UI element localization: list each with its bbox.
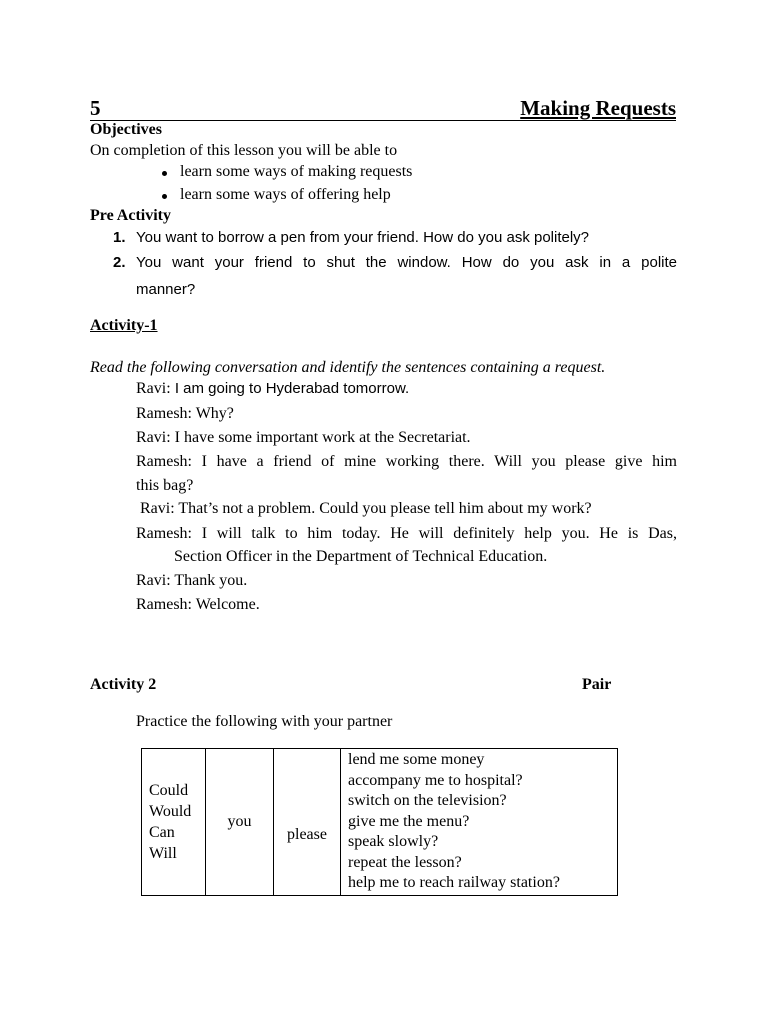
modal-word: Will: [149, 845, 177, 862]
dialogue-line: Section Officer in the Department of Technical Education.: [174, 548, 548, 565]
objective-item: learn some ways of making requests: [180, 163, 413, 180]
dialogue-line: Ramesh: I will talk to him today. He will definitely help you. He is Das,: [136, 525, 677, 542]
lesson-header: [90, 96, 676, 121]
dialogue-line: Ramesh: I have a friend of mine working there. Will you please give him: [136, 453, 677, 470]
pronoun-word: you: [227, 813, 252, 830]
pre-activity-item-continued: manner?: [136, 281, 196, 298]
activity1-heading: Activity-1: [90, 317, 158, 334]
activity2-mode: Pair: [582, 676, 612, 693]
dialogue-line: Ramesh: Welcome.: [136, 596, 260, 613]
objectives-intro: On completion of this lesson you will be able to: [90, 142, 398, 159]
bullet-icon: [162, 171, 167, 176]
pre-activity-number: 2.: [113, 254, 126, 271]
bullet-icon: [162, 194, 167, 199]
dialogue-line: this bag?: [136, 477, 194, 494]
request-phrase: switch on the television?: [348, 792, 507, 810]
dialogue-line: Ramesh: Why?: [136, 405, 234, 422]
pre-activity-item: You want to borrow a pen from your friend. How do you ask politely?: [136, 229, 590, 246]
modal-word: Would: [149, 803, 192, 820]
speaker-label: Ravi:: [136, 380, 171, 397]
request-phrase: give me the menu?: [348, 812, 470, 830]
request-phrase: lend me some money: [348, 750, 485, 768]
dialogue-line: Ravi: I have some important work at the Secretariat.: [136, 429, 471, 446]
request-phrase: repeat the lesson?: [348, 853, 462, 871]
modal-word: Could: [149, 782, 189, 799]
request-phrase: speak slowly?: [348, 833, 439, 851]
please-cell: [274, 749, 341, 896]
please-word: please: [287, 826, 327, 843]
dialogue-text: I am going to Hyderabad tomorrow.: [170, 380, 410, 397]
modals-cell: [142, 749, 206, 896]
dialogue-line: Ravi: That’s not a problem. Could you please tell him about my work?: [136, 500, 592, 517]
pronoun-cell: [206, 749, 274, 896]
dialogue-line: [136, 380, 409, 398]
activity2-instruction: Practice the following with your partner: [136, 713, 393, 730]
activity1-instruction: Read the following conversation and identify the sentences containing a request.: [90, 359, 606, 376]
objectives-heading: Objectives: [90, 121, 162, 138]
request-phrase: help me to reach railway station?: [348, 874, 560, 892]
pre-activity-heading: Pre Activity: [90, 207, 172, 224]
lesson-number: 5: [90, 96, 101, 120]
objective-item: learn some ways of offering help: [180, 186, 391, 203]
lesson-title: Making Requests: [520, 96, 676, 120]
pre-activity-item: You want your friend to shut the window. How do you ask in a polite: [136, 254, 677, 271]
activity2-heading: Activity 2: [90, 676, 157, 693]
modal-word: Can: [149, 824, 175, 841]
request-phrase: accompany me to hospital?: [348, 771, 523, 789]
request-substitution-table: [141, 748, 618, 896]
dialogue-line: Ravi: Thank you.: [136, 572, 248, 589]
requests-cell: [341, 749, 618, 896]
pre-activity-number: 1.: [113, 229, 126, 246]
